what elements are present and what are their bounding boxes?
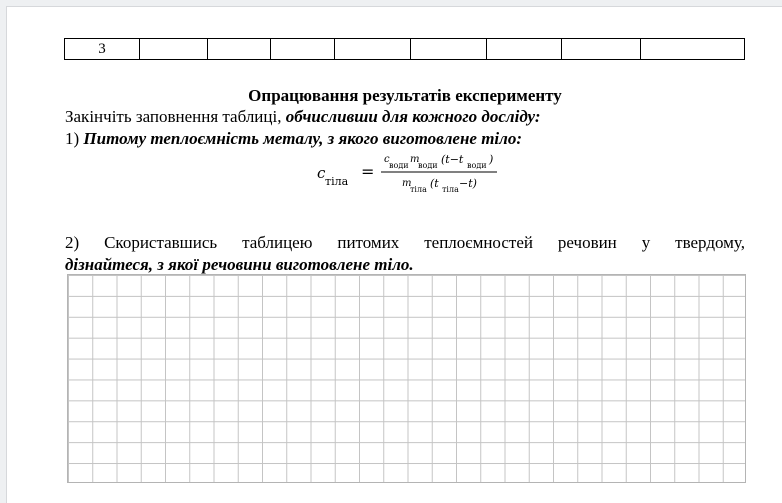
formula-num-c-subscript: води [389, 161, 409, 170]
task-2-line-2 [65, 255, 414, 275]
task-2-word: у [641, 233, 651, 252]
formula-num-c: c [384, 154, 390, 165]
table-cell [208, 39, 271, 60]
task-2-word: твердому, [675, 233, 745, 252]
table-cell [487, 39, 562, 60]
specific-heat-formula [317, 147, 507, 197]
answer-grid[interactable] [67, 274, 746, 483]
task-2-word: питомих [337, 233, 400, 252]
task-2-word: Скориставшись [104, 233, 218, 252]
task-1-text: Питому теплоємність металу, з якого виготовлене тіло: [83, 129, 523, 148]
formula-num-paren-close: ) [489, 153, 494, 166]
instruction-text: Закінчіть заповнення таблиці, [65, 107, 286, 126]
formula-den-paren-close: −t) [459, 177, 477, 190]
formula-den-paren-subscript: тіла [442, 185, 459, 194]
task-2-word: теплоємностей [424, 233, 533, 252]
formula-den-m-subscript: тіла [410, 185, 427, 194]
task-1-line [65, 129, 522, 149]
task-1-number: 1) [65, 129, 84, 148]
formula-num-m: m [410, 154, 420, 165]
instruction-line [65, 107, 541, 127]
formula-equals: = [361, 162, 375, 181]
formula-den-paren: (t [430, 177, 439, 190]
formula-num-paren-subscript: води [467, 161, 487, 170]
formula-num-paren: (t−t [441, 153, 464, 166]
table-cell [641, 39, 745, 60]
task-2-line-1 [65, 233, 745, 253]
document-page [6, 6, 782, 503]
section-title: Опрацювання результатів експерименту [248, 86, 562, 105]
task-2-word: речовин [557, 233, 617, 252]
table-cell [562, 39, 641, 60]
table-row [65, 39, 745, 60]
task-2-word: таблицею [242, 233, 313, 252]
table-cell [411, 39, 487, 60]
formula-lhs-symbol: c [317, 164, 326, 182]
table-cell [335, 39, 411, 60]
table-cell-row-number: 3 [65, 39, 140, 60]
table-cell [140, 39, 208, 60]
formula-num-m-subscript: води [418, 161, 438, 170]
instruction-emphasis: обчисливши для кожного досліду: [285, 107, 541, 126]
table-cell [271, 39, 335, 60]
task-2-word: 2) [65, 233, 80, 252]
formula-lhs-subscript: тіла [325, 175, 349, 188]
results-table [64, 38, 745, 60]
task-2-emphasis: дізнайтеся, з якої речовини виготовлене тіло. [65, 255, 414, 274]
formula-den-m: m [402, 178, 412, 189]
